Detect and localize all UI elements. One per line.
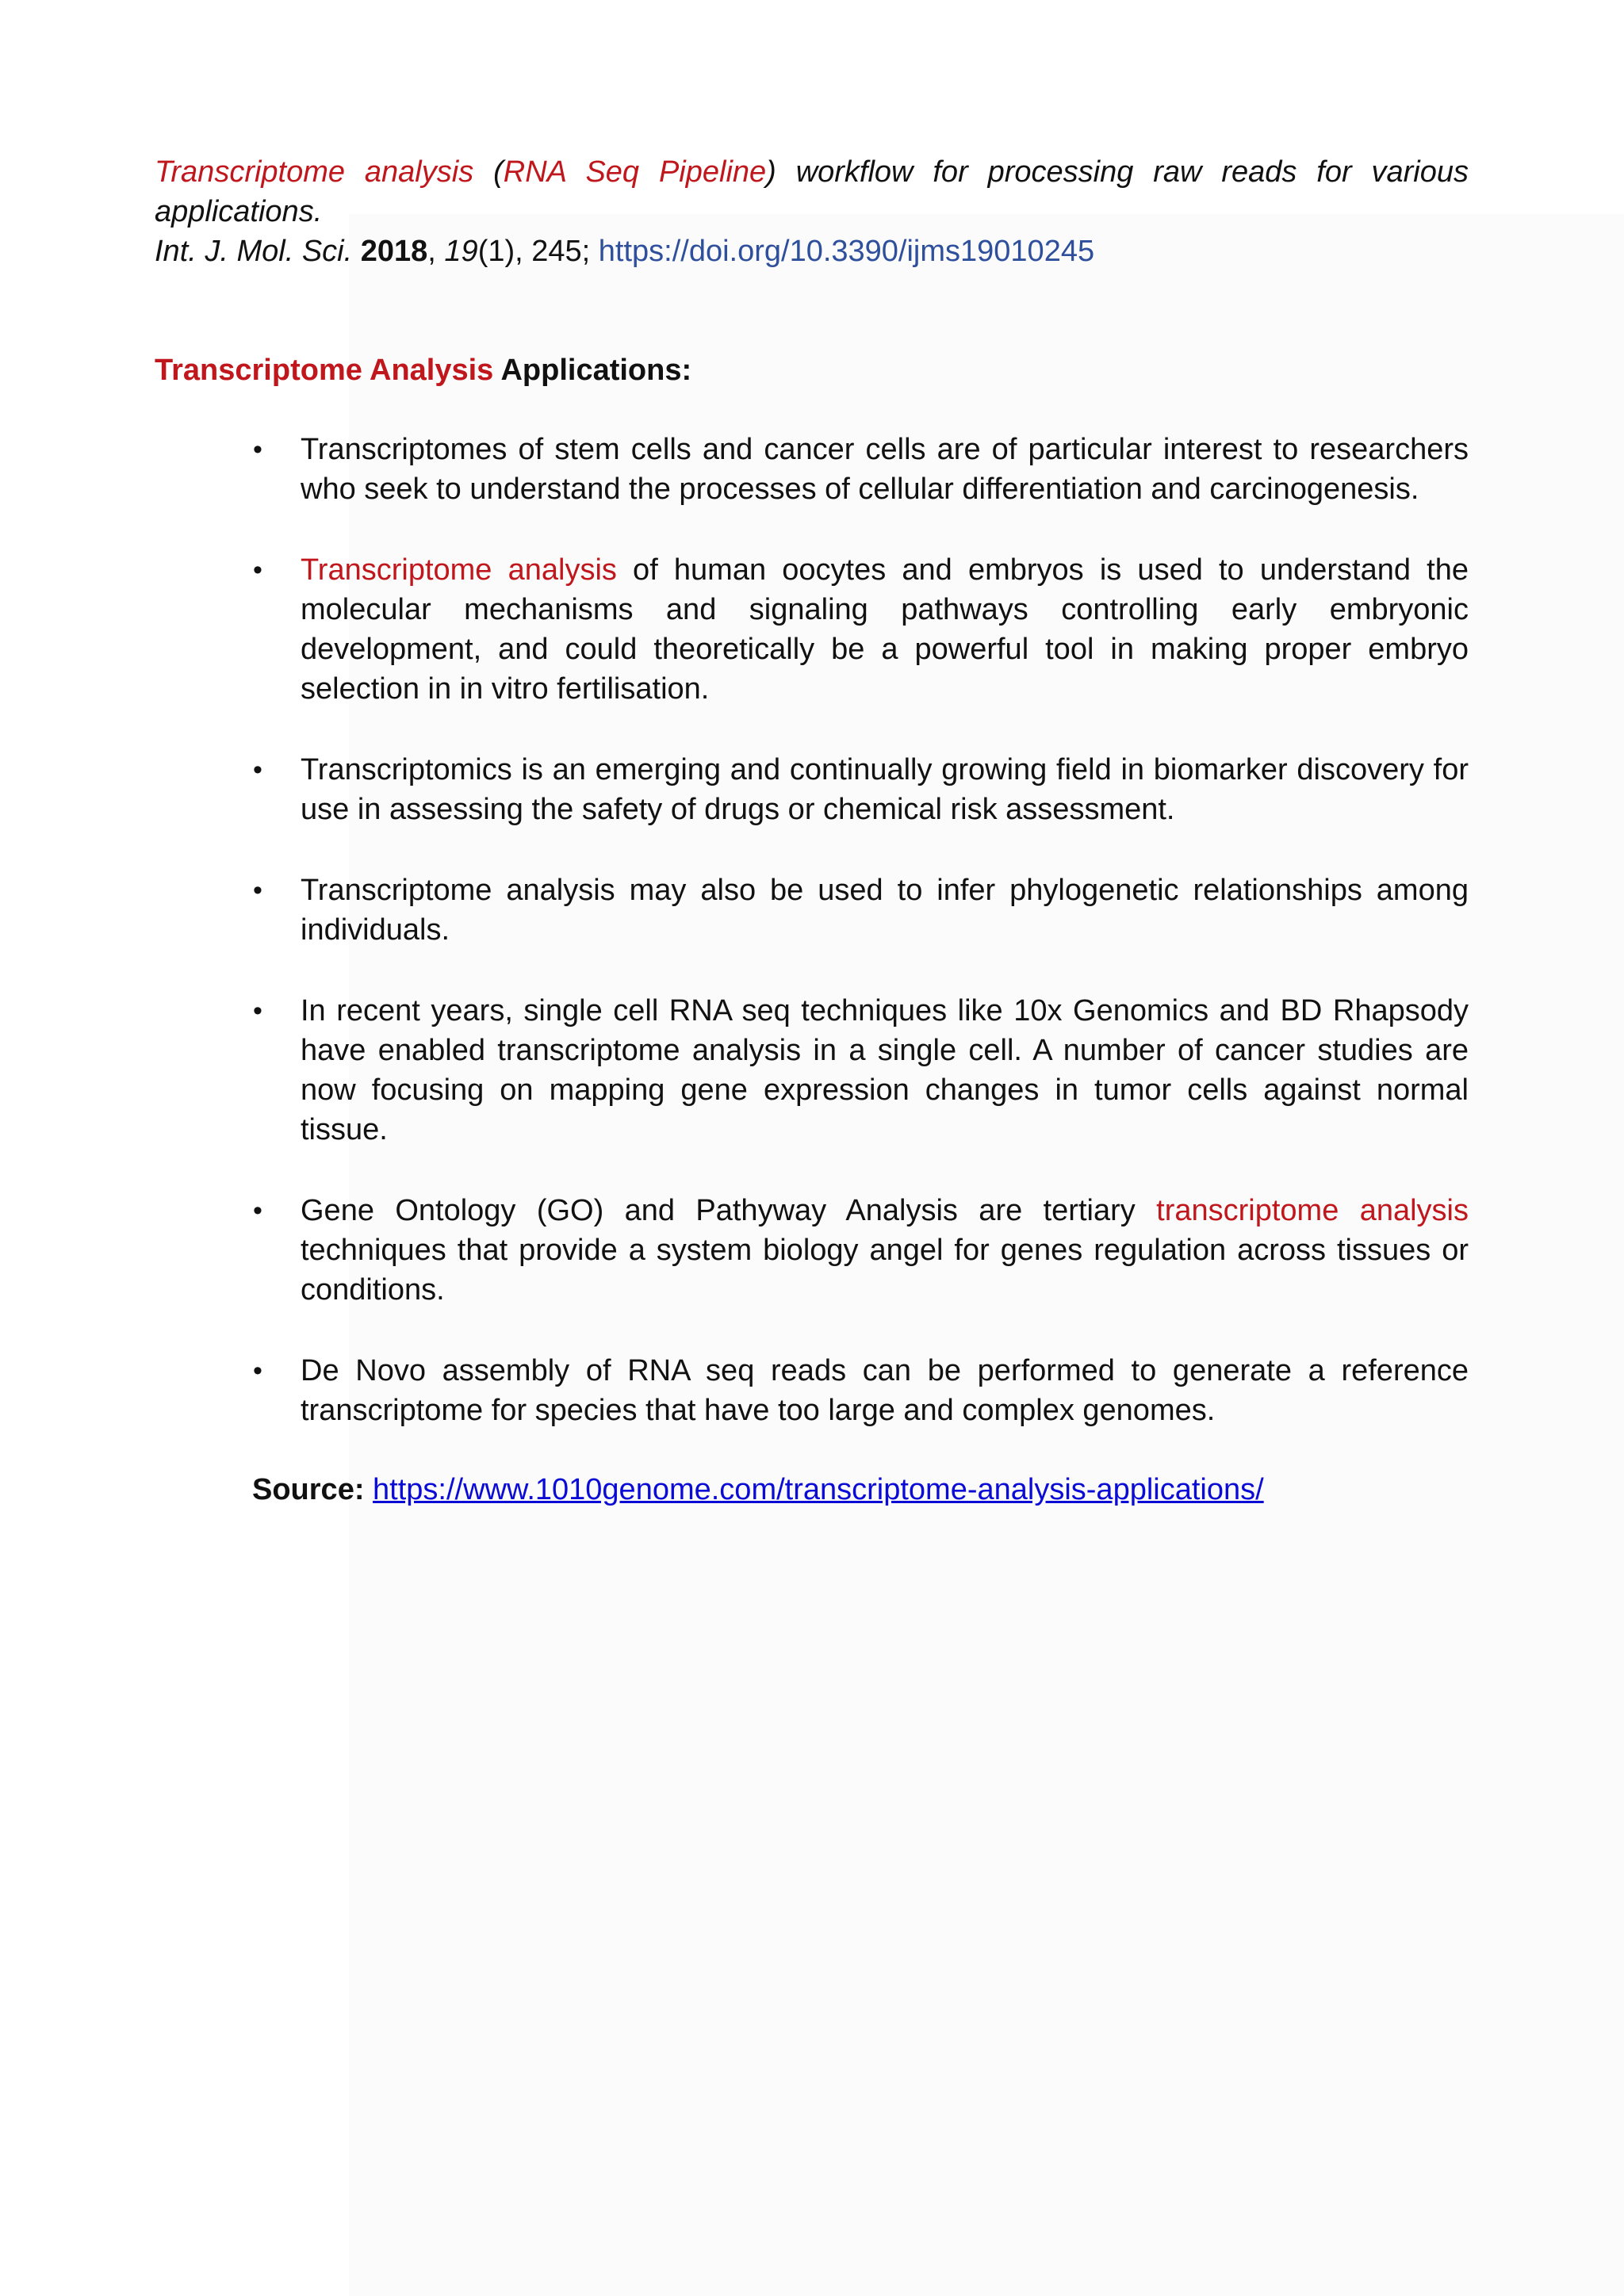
list-item — [253, 1351, 1469, 1430]
list-item-text: Transcriptomics is an emerging and continually growing field in biomarker discovery for use in assessing the safety of drugs or chemical risk assessment. — [301, 753, 1469, 826]
list-item — [253, 871, 1469, 950]
list-item-text: of human oocytes and embryos is used to understand the molecular mechanisms and signaling pathways controlling early embryonic development, and could theoretically be a powerful tool in making proper embryo selection in in vitro fertilisation. — [301, 553, 1469, 706]
heading-red-part: Transcriptome Analysis — [155, 354, 494, 387]
citation-journal: Int. J. Mol. Sci. — [155, 235, 353, 268]
applications-list — [155, 430, 1469, 1430]
list-item-text: In recent years, single cell RNA seq techniques like 10x Genomics and BD Rhapsody have enabled transcriptome analysis in a single cell. A number of cancer studies are now focusing on mapping gene expression changes in tumor cells against normal tissue. — [301, 994, 1469, 1146]
heading-black-part: Applications: — [493, 354, 692, 387]
list-item — [253, 991, 1469, 1150]
source-label: Source: — [252, 1473, 365, 1506]
bullet-icon: • — [253, 434, 262, 465]
citation-issue-pages: (1), 245; — [477, 235, 599, 268]
citation-sep: , — [427, 235, 445, 268]
bullet-icon: • — [253, 1356, 262, 1386]
section-heading — [155, 350, 1469, 390]
source-line — [252, 1470, 1469, 1510]
citation — [155, 232, 1469, 271]
caption-term-transcriptome: Transcriptome analysis — [155, 155, 474, 189]
bullet-icon: • — [253, 875, 262, 905]
bullet-icon: • — [253, 755, 262, 785]
list-item — [253, 750, 1469, 829]
document-body — [155, 152, 1469, 1510]
doi-link[interactable]: https://doi.org/10.3390/ijms19010245 — [598, 235, 1095, 268]
list-item — [253, 550, 1469, 709]
figure-caption — [155, 152, 1469, 232]
caption-open-paren: ( — [493, 155, 504, 189]
bullet-icon: • — [253, 555, 262, 585]
list-item-highlight: transcriptome analysis — [1156, 1194, 1469, 1227]
caption-term-rna-seq: RNA Seq Pipeline — [503, 155, 767, 189]
bullet-icon: • — [253, 996, 262, 1026]
caption-rest: ) workflow for processing raw reads for various applications. — [155, 155, 1469, 228]
citation-volume: 19 — [444, 235, 478, 268]
list-item-text-before: Gene Ontology (GO) and Pathyway Analysis are tertiary — [301, 1194, 1157, 1227]
list-item-text: Transcriptomes of stem cells and cancer cells are of particular interest to researchers who seek to understand the processes of cellular differentiation and carcinogenesis. — [301, 433, 1469, 506]
citation-year: 2018 — [360, 235, 428, 268]
list-item-text-after: techniques that provide a system biology angel for genes regulation across tissues or conditions. — [301, 1234, 1469, 1307]
list-item — [253, 430, 1469, 509]
list-item-text: De Novo assembly of RNA seq reads can be performed to generate a reference transcriptome for species that have too large and complex genomes. — [301, 1354, 1469, 1427]
bullet-icon: • — [253, 1196, 262, 1226]
source-link[interactable]: https://www.1010genome.com/transcriptome-analysis-applications/ — [373, 1473, 1264, 1506]
list-item — [253, 1191, 1469, 1310]
list-item-text: Transcriptome analysis may also be used to infer phylogenetic relationships among individuals. — [301, 874, 1469, 947]
list-item-highlight: Transcriptome analysis — [301, 553, 617, 587]
